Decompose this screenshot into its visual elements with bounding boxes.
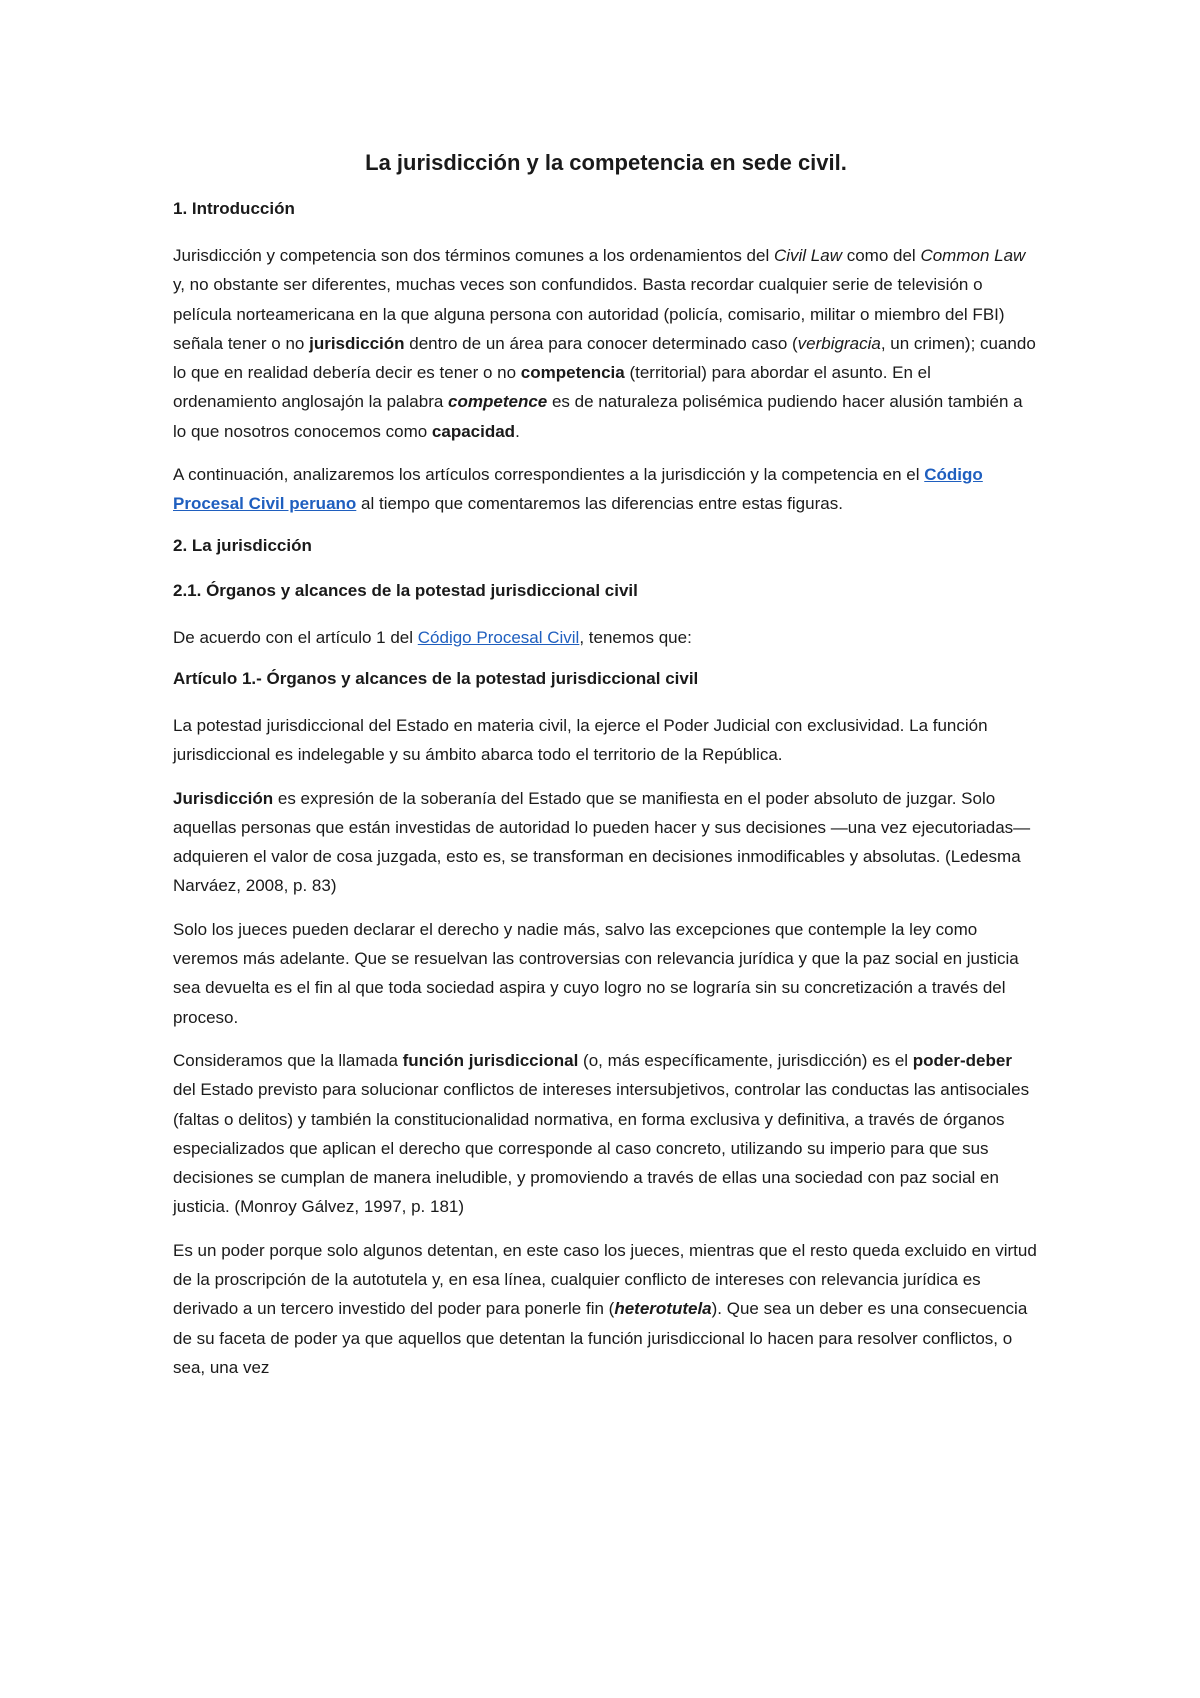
paragraph-articulo-intro: De acuerdo con el artículo 1 del Código Procesal Civil, tenemos que: [173,627,692,647]
paragraph-introduccion-2: A continuación, analizaremos los artículos correspondientes a la jurisdicción y la competencia en el Código Procesal Civil peruano al tiempo que comentaremos las diferencias entre estas figuras. [173,465,983,514]
paragraph-jurisdiccion-quote: Jurisdicción es expresión de la soberanía del Estado que se manifiesta en el poder absoluto de juzgar. Solo aquellas personas que están investidas de autoridad lo pueden hacer y sus decisiones —una vez ejecutoriadas— adquieren el valor de cosa juzgada, esto es, se transforman en decisiones inmodificables y absolutas. (Ledesma Narváez, 2008, p. 83) [173,788,1031,896]
paragraph-poder-deber: Es un poder porque solo algunos detentan, en este caso los jueces, mientras que el resto queda excluido en virtud de la proscripción de la autotutela y, en esa línea, cualquier conflicto de intereses con relevancia jurídica es derivado a un tercero investido del poder para ponerle fin (heterotutela). Que sea un deber es una consecuencia de su faceta de poder ya que aquellos que detentan la función jurisdiccional lo hacen para resolver conflictos, o sea, una vez [173,1240,1037,1377]
document-title: La jurisdicción y la competencia en sede civil. [365,150,847,175]
section-heading-jurisdiccion: 2. La jurisdicción [173,535,312,555]
subsection-heading-organos: 2.1. Órganos y alcances de la potestad jurisdiccional civil [173,580,638,600]
article-1-heading: Artículo 1.- Órganos y alcances de la potestad jurisdiccional civil [173,668,699,688]
paragraph-jueces: Solo los jueces pueden declarar el derecho y nadie más, salvo las excepciones que contemple la ley como veremos más adelante. Que se resuelvan las controversias con relevancia jurídica y que la paz social en justicia sea devuelta es el fin al que toda sociedad aspira y cuyo logro no se lograría sin su concretización a través del proceso. [173,919,1019,1027]
document-body [173,148,1039,1396]
section-heading-introduccion: 1. Introducción [173,199,295,218]
paragraph-funcion-jurisdiccional: Consideramos que la llamada función jurisdiccional (o, más específicamente, jurisdicción) es el poder-deber del Estado previsto para solucionar conflictos de intereses intersubjetivos, controlar las conductas las antisociales (faltas o delitos) y también la constitucionalidad normativa, en forma exclusiva y definitiva, a través de órganos especializados que aplican el derecho que corresponde al caso concreto, utilizando su imperio para que sus decisiones se cumplan de manera ineludible, y promoviendo a través de ellas una sociedad con paz social en justicia. (Monroy Gálvez, 1997, p. 181) [173,1050,1030,1217]
codigo-procesal-civil-peruano-link[interactable]: Código Procesal Civil peruano [173,465,983,514]
codigo-procesal-civil-link[interactable]: Código Procesal Civil [417,627,580,647]
article-1-text: La potestad jurisdiccional del Estado en materia civil, la ejerce el Poder Judicial con exclusividad. La función jurisdiccional es indelegable y su ámbito abarca todo el territorio de la República. [173,715,988,765]
paragraph-introduccion-1: Jurisdicción y competencia son dos términos comunes a los ordenamientos del Civil Law como del Common Law y, no obstante ser diferentes, muchas veces son confundidos. Basta recordar cualquier serie de televisión o película norteamericana en la que alguna persona con autoridad (policía, comisario, militar o miembro del FBI) señala tener o no jurisdicción dentro de un área para conocer determinado caso (verbigracia, un crimen); cuando lo que en realidad debería decir es tener o no competencia (territorial) para abordar el asunto. En el ordenamiento anglosajón la palabra competence es de naturaleza polisémica pudiendo hacer alusión también a lo que nosotros conocemos como capacidad. [173,246,1036,441]
